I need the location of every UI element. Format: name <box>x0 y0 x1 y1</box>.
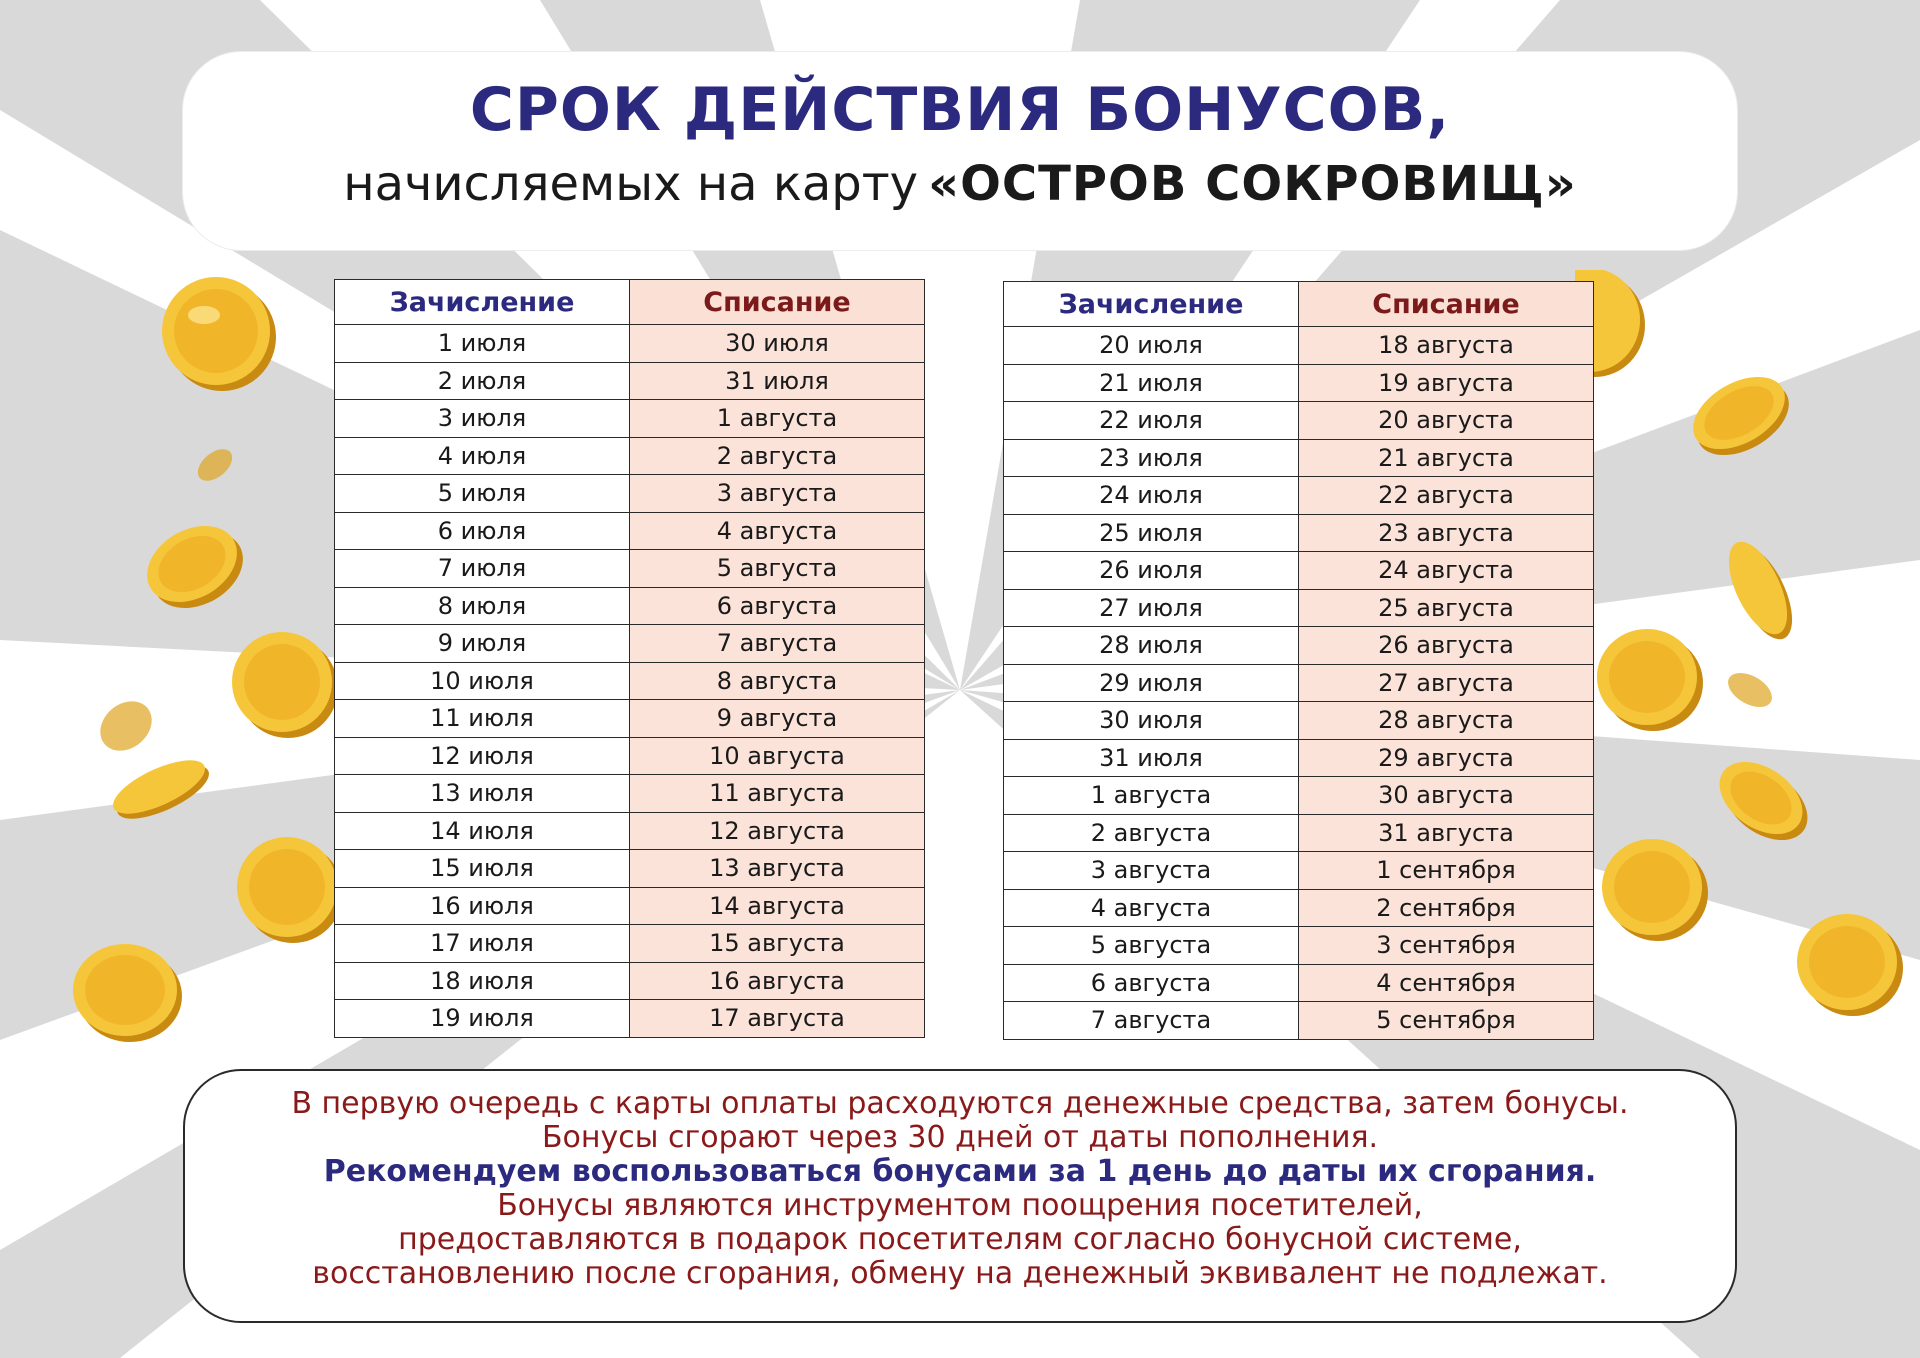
writeoff-date: 6 августа <box>630 587 925 625</box>
writeoff-date: 7 августа <box>630 625 925 663</box>
writeoff-date: 31 июля <box>630 362 925 400</box>
writeoff-date: 4 сентября <box>1299 964 1594 1002</box>
writeoff-date: 17 августа <box>630 1000 925 1038</box>
accrual-date: 24 июля <box>1004 477 1299 515</box>
schedule-table-right <box>1003 281 1594 1040</box>
table-row <box>1004 964 1594 1002</box>
gold-coin-icon <box>1710 750 1815 850</box>
note-recommendation: Рекомендуем воспользоваться бонусами за 1 день до даты их сгорания. <box>323 1154 1597 1189</box>
writeoff-date: 10 августа <box>630 737 925 775</box>
table-row <box>1004 739 1594 777</box>
header-banner <box>183 52 1737 250</box>
writeoff-date: 22 августа <box>1299 477 1594 515</box>
gold-coin-icon <box>235 835 345 945</box>
writeoff-date: 28 августа <box>1299 702 1594 740</box>
gold-coin-icon <box>1795 910 1905 1020</box>
accrual-date: 19 июля <box>335 1000 630 1038</box>
table-row <box>1004 627 1594 665</box>
table-row <box>335 925 925 963</box>
table-row <box>1004 477 1594 515</box>
table-row <box>335 625 925 663</box>
header-accrual: Зачисление <box>1004 282 1299 327</box>
accrual-date: 12 июля <box>335 737 630 775</box>
table-row <box>335 325 925 363</box>
gold-coin-icon <box>160 275 280 395</box>
accrual-date: 7 августа <box>1004 1002 1299 1040</box>
gold-coin-icon <box>1685 365 1795 465</box>
table-row <box>335 737 925 775</box>
table-row <box>335 400 925 438</box>
accrual-date: 2 июля <box>335 362 630 400</box>
accrual-date: 15 июля <box>335 850 630 888</box>
writeoff-date: 25 августа <box>1299 589 1594 627</box>
writeoff-date: 5 августа <box>630 550 925 588</box>
writeoff-date: 15 августа <box>630 925 925 963</box>
table-row <box>335 887 925 925</box>
table-row <box>1004 514 1594 552</box>
gold-coin-icon <box>1715 535 1805 645</box>
header-accrual: Зачисление <box>335 280 630 325</box>
gold-coin-icon <box>230 630 340 740</box>
table-row <box>335 587 925 625</box>
writeoff-date: 11 августа <box>630 775 925 813</box>
accrual-date: 23 июля <box>1004 439 1299 477</box>
gold-coin-icon <box>190 440 240 490</box>
accrual-date: 27 июля <box>1004 589 1299 627</box>
accrual-date: 10 июля <box>335 662 630 700</box>
table-row <box>1004 852 1594 890</box>
table-row <box>335 662 925 700</box>
writeoff-date: 24 августа <box>1299 552 1594 590</box>
accrual-date: 11 июля <box>335 700 630 738</box>
writeoff-date: 3 августа <box>630 475 925 513</box>
header-writeoff: Списание <box>630 280 925 325</box>
gold-coin-icon <box>1720 660 1780 720</box>
accrual-date: 22 июля <box>1004 402 1299 440</box>
accrual-date: 28 июля <box>1004 627 1299 665</box>
writeoff-date: 29 августа <box>1299 739 1594 777</box>
accrual-date: 29 июля <box>1004 664 1299 702</box>
writeoff-date: 18 августа <box>1299 327 1594 365</box>
writeoff-date: 1 августа <box>630 400 925 438</box>
page-subtitle <box>183 156 1737 214</box>
table-row <box>335 812 925 850</box>
accrual-date: 25 июля <box>1004 514 1299 552</box>
table-row <box>1004 702 1594 740</box>
table-row <box>1004 927 1594 965</box>
writeoff-date: 4 августа <box>630 512 925 550</box>
writeoff-date: 21 августа <box>1299 439 1594 477</box>
writeoff-date: 2 августа <box>630 437 925 475</box>
writeoff-date: 23 августа <box>1299 514 1594 552</box>
table-row <box>335 700 925 738</box>
table-header-row <box>1004 282 1594 327</box>
writeoff-date: 31 августа <box>1299 814 1594 852</box>
table-row <box>1004 589 1594 627</box>
accrual-date: 6 июля <box>335 512 630 550</box>
accrual-date: 13 июля <box>335 775 630 813</box>
gold-coin-icon <box>70 940 185 1045</box>
writeoff-date: 1 сентября <box>1299 852 1594 890</box>
accrual-date: 16 июля <box>335 887 630 925</box>
writeoff-date: 8 августа <box>630 662 925 700</box>
writeoff-date: 30 августа <box>1299 777 1594 815</box>
accrual-date: 8 июля <box>335 587 630 625</box>
writeoff-date: 9 августа <box>630 700 925 738</box>
writeoff-date: 14 августа <box>630 887 925 925</box>
note-line: Бонусы являются инструментом поощрения посетителей, <box>497 1188 1423 1223</box>
note-line: Бонусы сгорают через 30 дней от даты пополнения. <box>541 1120 1379 1155</box>
note-line: восстановлению после сгорания, обмену на денежный эквивалент не подлежат. <box>312 1256 1608 1291</box>
writeoff-date: 3 сентября <box>1299 927 1594 965</box>
accrual-date: 9 июля <box>335 625 630 663</box>
page-title: СРОК ДЕЙСТВИЯ БОНУСОВ, <box>469 75 1451 145</box>
writeoff-date: 19 августа <box>1299 364 1594 402</box>
accrual-date: 4 августа <box>1004 889 1299 927</box>
accrual-date: 21 июля <box>1004 364 1299 402</box>
subtitle-brand: «ОСТРОВ СОКРОВИЩ» <box>928 156 1577 212</box>
table-row <box>1004 664 1594 702</box>
table-row <box>1004 364 1594 402</box>
writeoff-date: 5 сентября <box>1299 1002 1594 1040</box>
table-header-row <box>335 280 925 325</box>
accrual-date: 14 июля <box>335 812 630 850</box>
accrual-date: 5 августа <box>1004 927 1299 965</box>
writeoff-date: 27 августа <box>1299 664 1594 702</box>
note-line: В первую очередь с карты оплаты расходуются денежные средства, затем бонусы. <box>291 1086 1629 1121</box>
table-row <box>335 437 925 475</box>
writeoff-date: 12 августа <box>630 812 925 850</box>
accrual-date: 20 июля <box>1004 327 1299 365</box>
gold-coin-icon <box>140 520 250 610</box>
table-row <box>1004 552 1594 590</box>
table-row <box>335 550 925 588</box>
table-row <box>1004 814 1594 852</box>
subtitle-prefix: начисляемых на карту <box>343 156 919 212</box>
writeoff-date: 16 августа <box>630 962 925 1000</box>
accrual-date: 4 июля <box>335 437 630 475</box>
table-row <box>335 962 925 1000</box>
table-row <box>335 475 925 513</box>
accrual-date: 31 июля <box>1004 739 1299 777</box>
info-note <box>183 1069 1737 1323</box>
accrual-date: 3 августа <box>1004 852 1299 890</box>
writeoff-date: 30 июля <box>630 325 925 363</box>
accrual-date: 18 июля <box>335 962 630 1000</box>
writeoff-date: 2 сентября <box>1299 889 1594 927</box>
accrual-date: 2 августа <box>1004 814 1299 852</box>
table-row <box>1004 439 1594 477</box>
accrual-date: 6 августа <box>1004 964 1299 1002</box>
accrual-date: 7 июля <box>335 550 630 588</box>
table-row <box>1004 1002 1594 1040</box>
table-row <box>335 775 925 813</box>
gold-coin-icon <box>105 750 215 830</box>
accrual-date: 5 июля <box>335 475 630 513</box>
table-row <box>335 1000 925 1038</box>
writeoff-date: 20 августа <box>1299 402 1594 440</box>
accrual-date: 1 августа <box>1004 777 1299 815</box>
table-row <box>1004 402 1594 440</box>
header-writeoff: Списание <box>1299 282 1594 327</box>
accrual-date: 26 июля <box>1004 552 1299 590</box>
writeoff-date: 13 августа <box>630 850 925 888</box>
table-row <box>1004 777 1594 815</box>
schedule-table-left <box>334 279 925 1038</box>
accrual-date: 17 июля <box>335 925 630 963</box>
table-row <box>335 362 925 400</box>
table-row <box>1004 889 1594 927</box>
gold-coin-icon <box>1595 625 1705 735</box>
table-row <box>1004 327 1594 365</box>
accrual-date: 30 июля <box>1004 702 1299 740</box>
note-line: предоставляются в подарок посетителям согласно бонусной системе, <box>398 1222 1522 1257</box>
accrual-date: 3 июля <box>335 400 630 438</box>
gold-coin-icon <box>1600 835 1710 945</box>
table-row <box>335 850 925 888</box>
writeoff-date: 26 августа <box>1299 627 1594 665</box>
table-row <box>335 512 925 550</box>
accrual-date: 1 июля <box>335 325 630 363</box>
